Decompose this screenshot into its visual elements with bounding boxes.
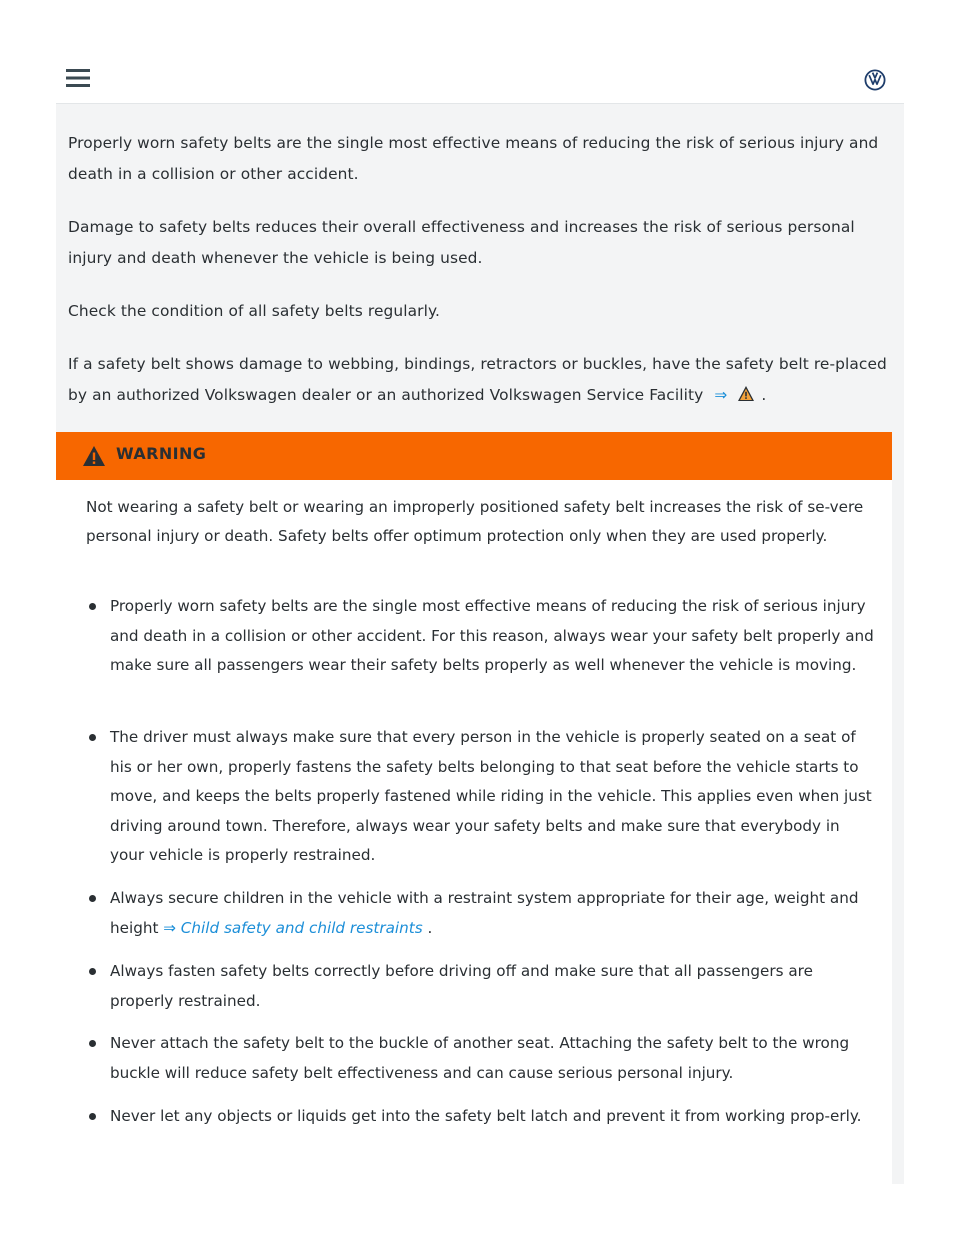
warning-bullet-4 bbox=[86, 957, 876, 1016]
intro-paragraph-4-end: . bbox=[761, 386, 767, 404]
hamburger-menu-icon[interactable] bbox=[66, 68, 90, 88]
warning-title: WARNING bbox=[116, 444, 207, 463]
warning-icon bbox=[82, 445, 106, 467]
warning-header bbox=[56, 432, 892, 480]
warning-bullet-1 bbox=[86, 592, 876, 681]
intro-paragraph-3: Check the condition of all safety belts regularly. bbox=[68, 302, 440, 320]
bullet-dot bbox=[89, 895, 96, 902]
intro-paragraph-1: Properly worn safety belts are the single most effective means of reducing the risk of serious injury and death in a collision or other accident. bbox=[68, 134, 879, 183]
warning-bullet-6-text: Never let any objects or liquids get into the safety belt latch and prevent it from working prop-erly. bbox=[110, 1107, 862, 1125]
warning-bullet-3-end: . bbox=[427, 918, 433, 937]
warning-bullet-2-text: The driver must always make sure that every person in the vehicle is properly seated on a seat of his or her own, properly fastens the safety belts belonging to that seat before the vehicle starts to move, and keeps the belts properly fastened while riding in the vehicle. This applies even when just driving around town. Therefore, always wear your safety belts and make sure that everybody in your vehicle is properly restrained. bbox=[110, 728, 872, 864]
warning-triangle-icon[interactable] bbox=[737, 385, 755, 402]
warning-reference-link[interactable]: ⇒ bbox=[714, 386, 728, 404]
bullet-dot bbox=[89, 603, 96, 610]
warning-box bbox=[56, 432, 892, 1184]
warning-intro: Not wearing a safety belt or wearing an improperly positioned safety belt increases the risk of se-vere personal injury or death. Safety belts offer optimum protection only when they are used properly. bbox=[86, 498, 864, 545]
warning-bullet-5 bbox=[86, 1029, 876, 1088]
warning-bullet-3 bbox=[86, 884, 876, 943]
bullet-dot bbox=[89, 1113, 96, 1120]
manual-content bbox=[56, 104, 904, 1184]
intro-paragraph-4 bbox=[68, 349, 888, 411]
bullet-dot bbox=[89, 968, 96, 975]
bullet-dot bbox=[89, 734, 96, 741]
child-safety-link[interactable]: ⇒ Child safety and child restraints bbox=[163, 918, 423, 937]
warning-bullet-5-text: Never attach the safety belt to the buckle of another seat. Attaching the safety belt to the wrong buckle will reduce safety belt effectiveness and can cause serious personal injury. bbox=[110, 1034, 850, 1082]
vw-logo-icon[interactable] bbox=[864, 69, 886, 91]
top-bar bbox=[56, 52, 904, 104]
warning-bullet-6 bbox=[86, 1102, 876, 1132]
warning-bullet-1-text: Properly worn safety belts are the single most effective means of reducing the risk of serious injury and death in a collision or other accident. For this reason, always wear your safety belt properly and make sure all passengers wear their safety belts properly as well whenever the vehicle is moving. bbox=[110, 597, 874, 674]
warning-bullet-3-body: Always secure children in the vehicle with a restraint system appropriate for their age, weight and height bbox=[110, 889, 859, 937]
warning-bullet-2 bbox=[86, 723, 876, 871]
bullet-dot bbox=[89, 1040, 96, 1047]
warning-bullet-3-text bbox=[86, 884, 876, 943]
intro-paragraph-2: Damage to safety belts reduces their overall effectiveness and increases the risk of serious personal injury and death whenever the vehicle is being used. bbox=[68, 218, 855, 267]
intro-paragraph-4-text: If a safety belt shows damage to webbing, bindings, retractors or buckles, have the safety belt re-placed by an authorized Volkswagen dealer or an authorized Volkswagen Service Facility bbox=[68, 355, 887, 404]
warning-bullet-4-text: Always fasten safety belts correctly before driving off and make sure that all passengers are properly restrained. bbox=[110, 962, 813, 1010]
